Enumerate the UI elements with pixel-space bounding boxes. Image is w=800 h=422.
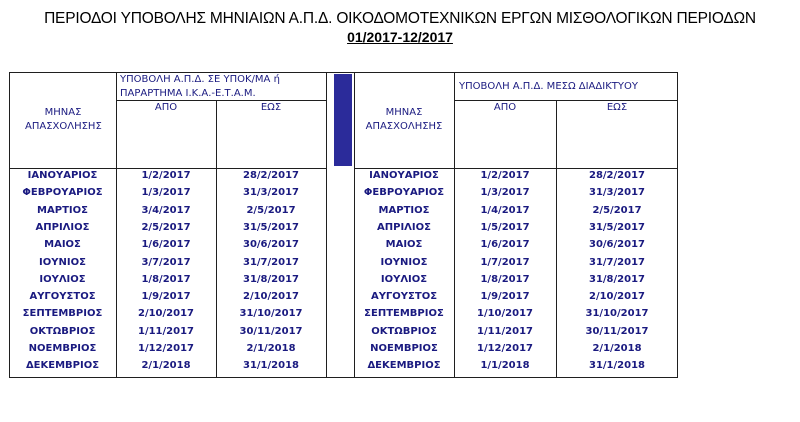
month-cell: ΙΟΥΛΙΟΣ: [39, 273, 86, 285]
date-cell: 1/6/2017: [141, 239, 191, 251]
date-cell: 1/11/2017: [137, 325, 194, 337]
month-cell: ΙΑΝΟΥΑΡΙΟΣ: [27, 170, 98, 181]
date-cell: 2/1/2018: [141, 360, 191, 372]
date-cell: 1/5/2017: [480, 221, 530, 233]
month-cell: ΟΚΤΩΒΡΙΟΣ: [371, 325, 437, 337]
date-cell: 1/3/2017: [480, 187, 530, 199]
page-title: ΠΕΡΙΟΔΟΙ ΥΠΟΒΟΛΗΣ ΜΗΝΙΑΙΩΝ Α.Π.Δ. ΟΙΚΟΔΟΜΟΤΕΧΝΙΚΩΝ ΕΡΓΩΝ ΜΙΣΘΟΛΟΓΙΚΩΝ ΠΕΡΙΟΔΩΝ: [44, 10, 756, 27]
date-cell: 31/1/2018: [242, 360, 299, 372]
left-group-header: ΥΠΟΒΟΛΗ Α.Π.Δ. ΣΕ ΥΠΟΚ/ΜΑ ή ΠΑΡΑΡΤΗΜΑ Ι.Κ.Α.-Ε.Τ.Α.Μ.: [120, 74, 280, 99]
date-cell: 3/4/2017: [141, 204, 191, 216]
date-cell: 2/5/2017: [246, 204, 296, 216]
month-cell: ΜΑΙΟΣ: [44, 239, 81, 251]
month-cell: ΑΥΓΟΥΣΤΟΣ: [29, 291, 96, 303]
month-cell: ΣΕΠΤΕΜΒΡΙΟΣ: [364, 308, 444, 320]
month-cell: ΜΑΡΤΙΟΣ: [378, 204, 430, 216]
date-cell: 31/5/2017: [242, 221, 299, 233]
date-cell: 2/1/2018: [592, 343, 642, 354]
date-cell: 31/5/2017: [588, 221, 645, 233]
date-cell: 1/8/2017: [141, 273, 191, 285]
date-cell: 28/2/2017: [588, 170, 645, 181]
month-cell: ΙΟΥΛΙΟΣ: [380, 273, 428, 285]
date-cell: 30/6/2017: [588, 239, 645, 251]
month-cell: ΜΑΙΟΣ: [385, 239, 423, 251]
month-cell: ΜΑΡΤΙΟΣ: [37, 204, 88, 216]
month-cell: ΔΕΚΕΜΒΡΙΟΣ: [367, 360, 441, 372]
date-cell: 2/1/2018: [246, 343, 296, 354]
month-cell: ΙΑΝΟΥΑΡΙΟΣ: [369, 170, 439, 181]
date-cell: 1/2/2017: [141, 170, 191, 181]
left-to-header: ΕΩΣ: [260, 102, 282, 113]
date-cell: 2/10/2017: [242, 291, 299, 303]
date-cell: 31/8/2017: [242, 273, 299, 285]
right-to-header: ΕΩΣ: [606, 102, 628, 113]
month-cell: ΟΚΤΩΒΡΙΟΣ: [29, 325, 96, 337]
date-cell: 31/8/2017: [588, 273, 645, 285]
date-cell: 1/3/2017: [141, 187, 191, 199]
date-cell: 1/2/2017: [480, 170, 530, 181]
date-cell: 1/7/2017: [480, 256, 530, 268]
date-cell: 1/9/2017: [141, 291, 191, 303]
month-cell: ΙΟΥΝΙΟΣ: [380, 256, 428, 268]
month-cell: ΑΠΡΙΛΙΟΣ: [35, 221, 90, 233]
date-cell: 31/1/2018: [588, 360, 645, 372]
date-cell: 31/3/2017: [588, 187, 645, 199]
right-month-header: ΜΗΝΑΣ ΑΠΑΣΧΟΛΗΣΗΣ: [365, 107, 443, 132]
month-cell: ΦΕΒΡΟΥΑΡΙΟΣ: [22, 187, 103, 199]
col-divider: [116, 72, 117, 168]
date-cell: 1/9/2017: [480, 291, 530, 303]
page-subtitle: 01/2017-12/2017: [347, 29, 453, 45]
date-cell: 31/7/2017: [242, 256, 299, 268]
month-cell: ΝΟΕΜΒΡΙΟΣ: [28, 343, 97, 354]
left-from-header: ΑΠΟ: [154, 102, 178, 113]
month-cell: ΔΕΚΕΜΒΡΙΟΣ: [25, 360, 100, 372]
date-cell: 31/10/2017: [585, 308, 649, 320]
date-cell: 3/7/2017: [141, 256, 191, 268]
month-cell: ΙΟΥΝΙΟΣ: [39, 256, 86, 268]
right-group-header: ΥΠΟΒΟΛΗ Α.Π.Δ. ΜΕΣΩ ΔΙΑΔΙΚΤΥΟΥ: [459, 81, 638, 92]
date-cell: 2/10/2017: [137, 308, 194, 320]
month-cell: ΑΥΓΟΥΣΤΟΣ: [370, 291, 438, 303]
date-cell: 30/6/2017: [242, 239, 299, 251]
date-cell: 28/2/2017: [242, 170, 299, 181]
date-cell: 1/6/2017: [480, 239, 530, 251]
date-cell: 1/12/2017: [476, 343, 533, 354]
row-divider: [454, 100, 678, 101]
col-divider: [326, 72, 327, 378]
date-cell: 31/7/2017: [588, 256, 645, 268]
month-cell: ΝΟΕΜΒΡΙΟΣ: [370, 343, 438, 354]
date-cell: 31/3/2017: [242, 187, 299, 199]
date-cell: 1/11/2017: [476, 325, 533, 337]
date-cell: 2/5/2017: [141, 221, 191, 233]
separator-bar: [334, 74, 352, 166]
month-cell: ΑΠΡΙΛΙΟΣ: [377, 221, 431, 233]
right-from-header: ΑΠΟ: [493, 102, 517, 113]
date-cell: 1/8/2017: [480, 273, 530, 285]
month-cell: ΣΕΠΤΕΜΒΡΙΟΣ: [22, 308, 103, 320]
date-cell: 31/10/2017: [239, 308, 303, 320]
date-cell: 30/11/2017: [585, 325, 649, 337]
date-cell: 2/10/2017: [588, 291, 645, 303]
date-cell: 1/1/2018: [480, 360, 530, 372]
month-cell: ΦΕΒΡΟΥΑΡΙΟΣ: [363, 187, 445, 199]
date-cell: 1/12/2017: [137, 343, 194, 354]
left-month-header: ΜΗΝΑΣ ΑΠΑΣΧΟΛΗΣΗΣ: [25, 107, 102, 132]
date-cell: 30/11/2017: [239, 325, 303, 337]
date-cell: 1/10/2017: [476, 308, 533, 320]
date-cell: 2/5/2017: [592, 204, 642, 216]
date-cell: 1/4/2017: [480, 204, 530, 216]
